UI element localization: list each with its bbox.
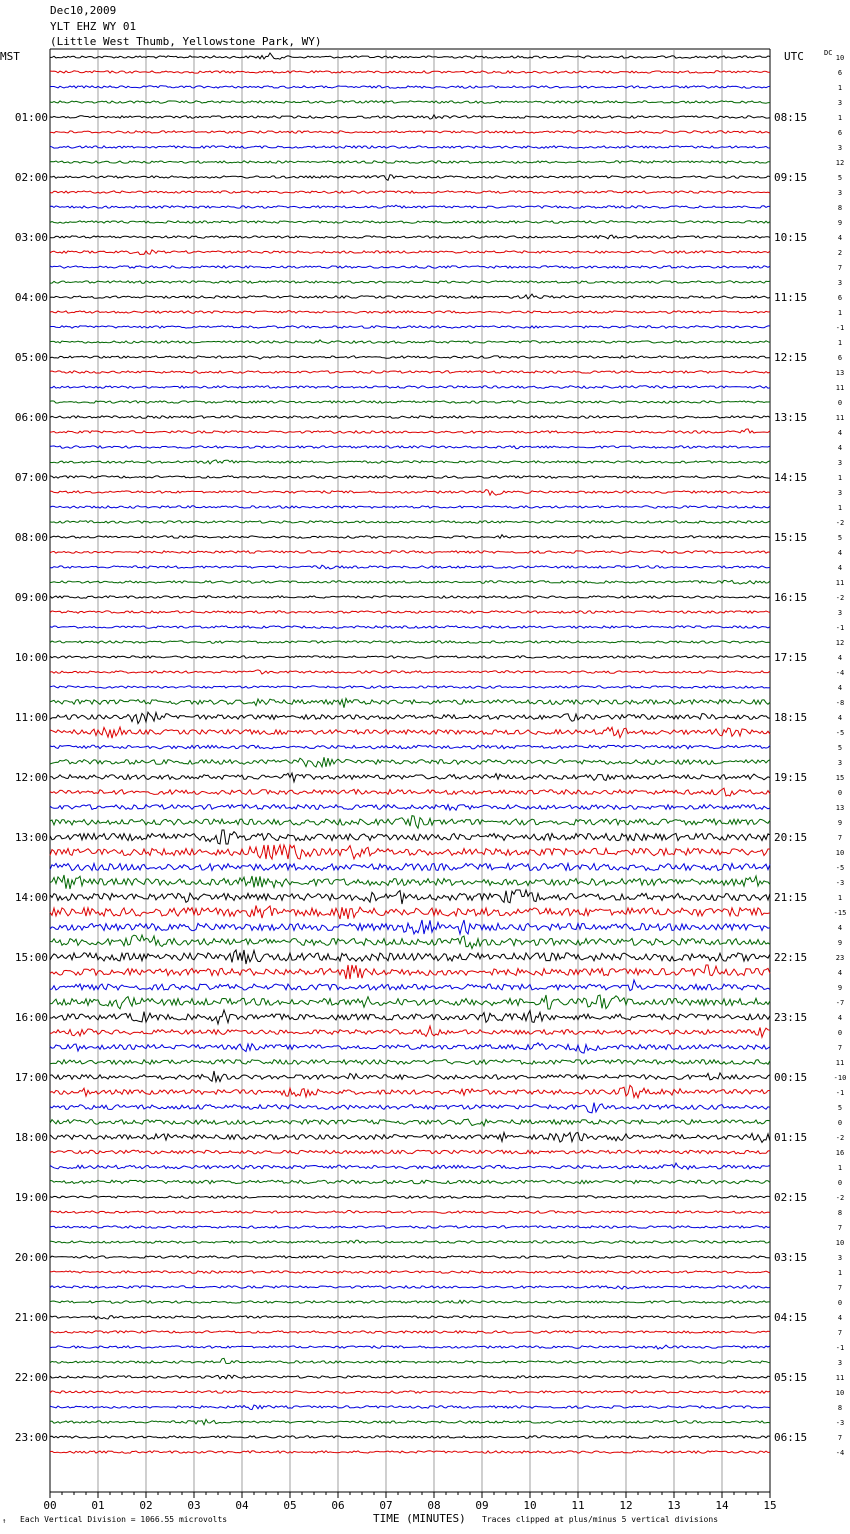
trace-line [50,86,770,88]
trace-line [50,906,770,920]
trace-line [50,1345,770,1349]
trace-line [50,656,770,658]
dc-offset-value: 3 [837,99,843,107]
dc-offset-value: -1 [835,1344,845,1352]
dc-offset-value: 8 [837,1209,843,1217]
utc-hour-label: 05:15 [774,1371,808,1384]
dc-offset-value: 3 [837,759,843,767]
dc-offset-value: -4 [835,1449,845,1457]
dc-offset-value: 11 [835,384,845,392]
trace-line [50,580,770,584]
dc-offset-value: -10 [833,1074,847,1082]
dc-offset-value: 0 [837,1179,843,1187]
trace-line [50,294,770,299]
dc-offset-value: -3 [835,1419,845,1427]
trace-line [50,101,770,103]
dc-offset-value: 13 [835,804,845,812]
time-axis [43,1492,776,1512]
dc-offset-value: 11 [835,414,845,422]
utc-hour-label: 15:15 [774,531,808,544]
utc-hour-label: 11:15 [774,291,808,304]
dc-offset-value: 2 [837,249,843,257]
dc-offset-value: 3 [837,144,843,152]
dc-offset-value: 11 [835,579,845,587]
trace-line [50,1451,770,1453]
dc-offset-value: -4 [835,669,845,677]
dc-offset-value: 3 [837,1359,843,1367]
utc-hour-label: 00:15 [774,1071,808,1084]
x-tick-label: 00 [43,1499,57,1512]
dc-offset-value: -1 [835,1089,845,1097]
trace-line [50,311,770,313]
dc-offset-value: 10 [835,1239,845,1247]
utc-hour-label: 02:15 [774,1191,808,1204]
minute-gridlines [50,49,770,1492]
utc-hour-label: 14:15 [774,471,808,484]
dc-offset-value: -2 [835,594,845,602]
trace-line [50,1119,770,1126]
utc-hour-label: 12:15 [774,351,808,364]
trace-line [50,965,770,979]
dc-offset-value: 4 [837,969,843,977]
trace-line [50,416,770,418]
mst-hour-label: 18:00 [14,1131,48,1144]
trace-line [50,1375,770,1379]
mst-hour-label: 02:00 [14,171,48,184]
dc-offset-value: 12 [835,639,845,647]
trace-line [50,281,770,283]
dc-offset-value: 15 [835,774,845,782]
dc-offset-value: 1 [837,894,843,902]
header-date: Dec10,2009 [50,4,117,17]
seismic-traces [50,53,770,1453]
trace-line [50,1391,770,1393]
x-tick-label: 15 [763,1499,777,1512]
trace-line [50,816,770,829]
mst-hour-label: 10:00 [14,651,48,664]
trace-line [50,950,770,964]
utc-hour-label: 01:15 [774,1131,808,1144]
dc-offset-value: 4 [837,684,843,692]
dc-offset-value: 3 [837,189,843,197]
trace-line [50,920,770,934]
dc-offset-value: 6 [837,354,843,362]
mst-hour-label: 23:00 [14,1431,48,1444]
trace-line [50,551,770,553]
trace-line [50,611,770,613]
dc-offset-value: 1 [837,309,843,317]
dc-offset-value: 11 [835,1059,845,1067]
trace-line [50,446,770,449]
utc-hour-label: 04:15 [774,1311,808,1324]
trace-line [50,535,770,539]
dc-offset-value: 9 [837,984,843,992]
dc-offset-value: 6 [837,294,843,302]
dc-offset-value: 23 [835,954,845,962]
x-tick-label: 03 [187,1499,201,1512]
mst-hour-label: 08:00 [14,531,48,544]
mst-label: MST [0,50,20,63]
trace-line [50,71,770,73]
dc-offset-value: 10 [835,54,845,62]
dc-offset-value: -5 [835,729,845,737]
dc-offset-value: 12 [835,159,845,167]
x-tick-label: 14 [715,1499,729,1512]
trace-line [50,1085,770,1097]
dc-offset-value: 7 [837,1044,843,1052]
trace-line [50,386,770,388]
x-axis-label: TIME (MINUTES) [373,1512,466,1525]
mst-hour-label: 12:00 [14,771,48,784]
utc-label: UTC [784,50,804,63]
x-tick-label: 07 [379,1499,393,1512]
utc-hour-label: 03:15 [774,1251,808,1264]
trace-line [50,565,770,569]
trace-line [50,626,770,628]
dc-offset-value: 0 [837,1299,843,1307]
mst-hour-label: 11:00 [14,711,48,724]
trace-line [50,205,770,208]
dc-offset-value: 7 [837,1224,843,1232]
dc-offset-value: -7 [835,999,845,1007]
trace-line [50,146,770,148]
dc-offset-value: 1 [837,84,843,92]
dc-offset-value: 0 [837,1119,843,1127]
trace-line [50,1211,770,1214]
trace-line [50,875,770,889]
trace-line [50,1256,770,1258]
dc-offset-value: 1 [837,504,843,512]
trace-line [50,191,770,193]
dc-offset-value: 4 [837,429,843,437]
utc-hour-label: 20:15 [774,831,808,844]
dc-offset-value: 6 [837,69,843,77]
dc-offset-value: 4 [837,1014,843,1022]
x-tick-label: 04 [235,1499,249,1512]
trace-line [50,521,770,523]
trace-line [50,1043,770,1053]
trace-line [50,1286,770,1289]
x-tick-label: 02 [139,1499,153,1512]
x-tick-label: 08 [427,1499,441,1512]
trace-line [50,890,770,904]
mst-hour-label: 06:00 [14,411,48,424]
dc-offset-value: 4 [837,924,843,932]
dc-offset-value: 9 [837,939,843,947]
utc-hour-label: 19:15 [774,771,808,784]
utc-hour-label: 08:15 [774,111,808,124]
trace-line [50,935,770,949]
dc-offset-value: 4 [837,654,843,662]
x-tick-label: 13 [667,1499,681,1512]
trace-line [50,221,770,223]
trace-line [50,175,770,181]
utc-hour-label: 21:15 [774,891,808,904]
dc-offset-value: 3 [837,459,843,467]
dc-offset-value: -2 [835,1194,845,1202]
trace-line [50,115,770,119]
trace-line [50,745,770,749]
mst-hour-label: 20:00 [14,1251,48,1264]
trace-line [50,235,770,239]
trace-line [50,1240,770,1243]
mst-hour-label: 19:00 [14,1191,48,1204]
dc-offset-value: 1 [837,1164,843,1172]
utc-hour-label: 16:15 [774,591,808,604]
utc-hour-label: 09:15 [774,171,808,184]
corner-mark: ↑ [2,1517,7,1525]
mst-hour-label: 01:00 [14,111,48,124]
trace-line [50,712,770,723]
trace-line [50,1436,770,1438]
trace-line [50,340,770,343]
dc-offset-value: 5 [837,174,843,182]
dc-offset-value: 4 [837,444,843,452]
trace-line [50,266,770,268]
header-station: YLT EHZ WY 01 [50,20,137,33]
utc-hour-label: 06:15 [774,1431,808,1444]
dc-offset-value: 11 [835,1374,845,1382]
dc-offset-value: -5 [835,864,845,872]
trace-line [50,1300,770,1303]
trace-line [50,1271,770,1273]
trace-line [50,995,770,1009]
x-tick-label: 01 [91,1499,105,1512]
trace-line [50,250,770,255]
dc-offset-value: 9 [837,219,843,227]
trace-line [50,476,770,478]
trace-line [50,1132,770,1142]
trace-line [50,371,770,373]
dc-offset-value: 4 [837,714,843,722]
dc-offset-value: 8 [837,204,843,212]
dc-offset-value: 3 [837,279,843,287]
trace-line [50,1316,770,1320]
header-location: (Little West Thumb, Yellowstone Park, WY) [50,35,322,48]
mst-hour-label: 13:00 [14,831,48,844]
utc-hour-label: 10:15 [774,231,808,244]
dc-offset-value: 10 [835,1389,845,1397]
dc-offset-value: -2 [835,1134,845,1142]
mst-hour-label: 22:00 [14,1371,48,1384]
dc-offset-value: 4 [837,564,843,572]
mst-hour-label: 04:00 [14,291,48,304]
dc-offset-value: 9 [837,819,843,827]
trace-line [50,490,770,496]
trace-line [50,641,770,643]
utc-hour-label: 22:15 [774,951,808,964]
mst-hour-label: 17:00 [14,1071,48,1084]
trace-line [50,53,770,59]
dc-offset-value: 5 [837,534,843,542]
dc-label: DC [824,49,833,57]
trace-line [50,429,770,433]
trace-line [50,757,770,767]
utc-hour-label: 23:15 [774,1011,808,1024]
mst-hour-label: 05:00 [14,351,48,364]
dc-offset-value: 16 [835,1149,845,1157]
trace-line [50,1331,770,1333]
dc-offset-value: -3 [835,879,845,887]
dc-offset-value: 1 [837,339,843,347]
trace-line [50,670,770,674]
vertical-division-note: Each Vertical Division = 1066.55 microvolts [20,1515,228,1524]
dc-offset-value: 0 [837,399,843,407]
dc-offset-value: 6 [837,129,843,137]
dc-offset-value: 3 [837,1254,843,1262]
x-tick-label: 12 [619,1499,633,1512]
utc-hour-label: 18:15 [774,711,808,724]
dc-offset-value: 4 [837,1314,843,1322]
dc-offset-value: 7 [837,1434,843,1442]
dc-offset-value: -2 [835,519,845,527]
trace-line [50,1150,770,1154]
trace-line [50,1071,770,1082]
trace-line [50,401,770,403]
utc-hour-label: 17:15 [774,651,808,664]
trace-line [50,698,770,707]
trace-line [50,1358,770,1363]
dc-offset-value: 7 [837,1329,843,1337]
trace-line [50,845,770,859]
dc-offset-value: 1 [837,474,843,482]
trace-line [50,1103,770,1113]
dc-offset-value: 7 [837,834,843,842]
dc-offset-value: 7 [837,264,843,272]
trace-line [50,506,770,508]
trace-line [50,805,770,811]
dc-offset-value: 1 [837,114,843,122]
trace-line [50,1226,770,1228]
trace-line [50,1419,770,1424]
x-tick-label: 10 [523,1499,537,1512]
dc-offset-value: 13 [835,369,845,377]
trace-line [50,596,770,598]
mst-hour-label: 07:00 [14,471,48,484]
trace-line [50,1180,770,1184]
dc-offset-value: 0 [837,1029,843,1037]
trace-line [50,980,770,991]
dc-offset-value: 10 [835,849,845,857]
trace-line [50,788,770,796]
trace-line [50,460,770,464]
dc-offset-value: -15 [833,909,847,917]
x-tick-label: 06 [331,1499,345,1512]
dc-offset-value: 3 [837,489,843,497]
dc-offset-value: 4 [837,234,843,242]
trace-line [50,131,770,133]
trace-line [50,830,770,844]
dc-offset-value: 3 [837,609,843,617]
dc-offset-value: 1 [837,1269,843,1277]
trace-line [50,1405,770,1410]
dc-offset-value: 8 [837,1404,843,1412]
x-tick-label: 11 [571,1499,585,1512]
dc-offset-value: 4 [837,549,843,557]
dc-offset-value: -8 [835,699,845,707]
dc-offset-value: 5 [837,744,843,752]
trace-line [50,161,770,163]
dc-offset-value: 5 [837,1104,843,1112]
dc-offset-value: -1 [835,624,845,632]
trace-line [50,1026,770,1037]
trace-line [50,727,770,738]
x-tick-label: 05 [283,1499,297,1512]
mst-hour-label: 09:00 [14,591,48,604]
mst-hour-label: 16:00 [14,1011,48,1024]
trace-line [50,863,770,870]
mst-hour-label: 14:00 [14,891,48,904]
clip-note: Traces clipped at plus/minus 5 vertical divisions [482,1515,719,1524]
trace-line [50,326,770,328]
trace-line [50,356,770,359]
mst-hour-label: 03:00 [14,231,48,244]
x-tick-label: 09 [475,1499,489,1512]
mst-hour-label: 15:00 [14,951,48,964]
trace-line [50,1163,770,1169]
mst-hour-label: 21:00 [14,1311,48,1324]
trace-line [50,773,770,782]
dc-offset-value: 0 [837,789,843,797]
dc-offset-value: 7 [837,1284,843,1292]
dc-offset-value: -1 [835,324,845,332]
trace-line [50,1060,770,1065]
utc-hour-label: 13:15 [774,411,808,424]
trace-line [50,686,770,688]
trace-line [50,1010,770,1024]
trace-line [50,1196,770,1198]
